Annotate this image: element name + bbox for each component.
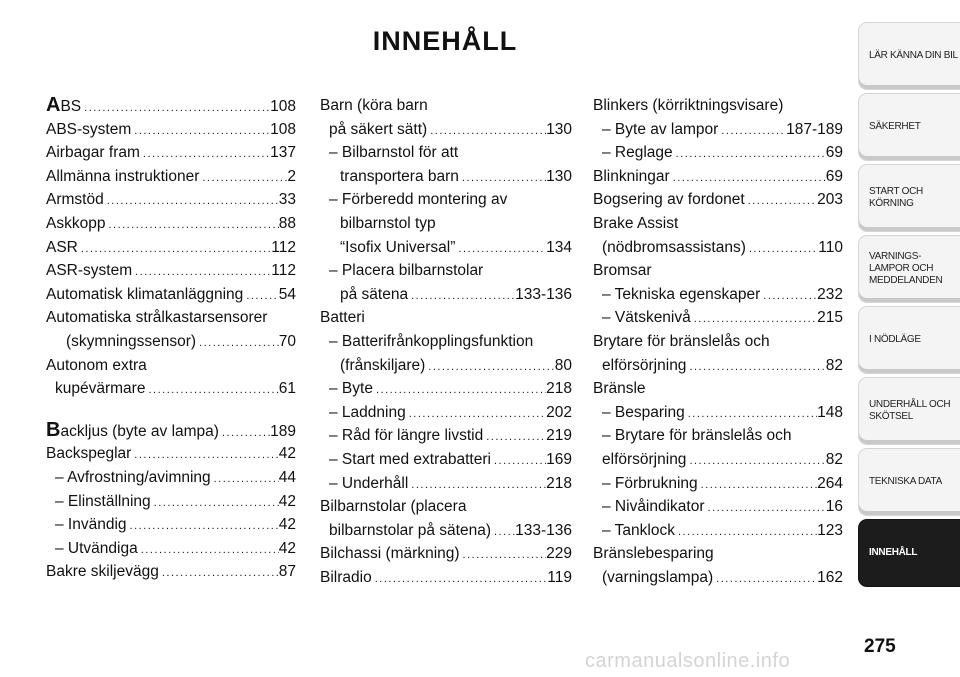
entry-text: – Underhåll xyxy=(329,474,409,492)
index-heading: Brytare för bränslelås och xyxy=(593,332,770,350)
tab-label: I NÖDLÄGE xyxy=(869,334,921,345)
entry-label xyxy=(602,306,691,330)
dot-leader xyxy=(686,356,825,380)
entry-label xyxy=(320,542,460,566)
entry-text: transportera barn xyxy=(340,167,459,185)
entry-page: 134 xyxy=(546,238,572,256)
section-initial: B xyxy=(46,418,61,441)
index-entry xyxy=(46,165,296,189)
index-heading: Bilbarnstolar (placera xyxy=(320,498,467,516)
entry-label xyxy=(602,472,698,496)
entry-page: 87 xyxy=(278,563,296,581)
section-gap xyxy=(46,401,296,419)
entry-page: 108 xyxy=(270,120,296,138)
entry-label xyxy=(340,354,425,378)
index-heading: Blinkers (körriktningsvisare) xyxy=(593,97,784,114)
entry-label xyxy=(329,118,427,142)
entry-text: Automatisk klimatanläggning xyxy=(46,285,244,303)
index-entry xyxy=(46,490,296,514)
entry-page: 162 xyxy=(817,568,843,586)
tab-label: START OCH KÖRNING xyxy=(869,186,923,209)
index-entry xyxy=(320,165,572,189)
index-heading: – Placera bilbarnstolar xyxy=(329,262,484,280)
index-entry xyxy=(320,542,572,566)
entry-text: Armstöd xyxy=(46,191,104,209)
entry-label xyxy=(602,566,713,590)
index-entry xyxy=(46,283,296,307)
tab-underhåll-och-skötsel[interactable] xyxy=(858,377,960,445)
entry-label xyxy=(340,236,455,260)
index-entry xyxy=(46,259,296,283)
dot-leader xyxy=(705,497,826,521)
dot-leader xyxy=(425,356,554,380)
entry-label xyxy=(329,401,406,425)
entry-label xyxy=(602,141,673,165)
index-entry xyxy=(593,236,843,260)
entry-label xyxy=(602,283,760,307)
section-initial: A xyxy=(46,94,61,116)
index-entry xyxy=(593,401,843,425)
index-entry xyxy=(593,519,843,543)
dot-leader xyxy=(131,120,270,144)
entry-text: på sätena xyxy=(340,285,409,303)
index-entry xyxy=(320,448,572,472)
index-entry xyxy=(593,283,843,307)
entry-text: Askkopp xyxy=(46,214,106,232)
entry-page: 169 xyxy=(546,450,572,468)
entry-text: – Invändig xyxy=(55,516,127,534)
entry-text: – Förbrukning xyxy=(602,474,698,492)
entry-text: elförsörjning xyxy=(602,450,687,468)
dot-leader xyxy=(491,450,546,474)
entry-text: (skymningssensor) xyxy=(66,332,197,350)
index-entry xyxy=(46,377,296,401)
entry-label xyxy=(602,495,705,519)
entry-page: 130 xyxy=(546,120,572,138)
entry-page: 189 xyxy=(270,422,296,440)
entry-label xyxy=(602,236,746,260)
entry-text: Bilchassi (märkning) xyxy=(320,545,460,563)
index-column-3 xyxy=(593,94,843,589)
dot-leader xyxy=(127,515,279,539)
entry-text: – Tekniska egenskaper xyxy=(602,285,761,303)
index-column-1 xyxy=(46,94,296,584)
entry-page: 69 xyxy=(825,144,843,162)
index-heading: – Batterifrånkopplingsfunktion xyxy=(329,332,534,350)
dot-leader xyxy=(760,285,817,309)
index-heading: Barn (köra barn xyxy=(320,97,428,114)
dot-leader xyxy=(243,285,278,309)
entry-page: 133-136 xyxy=(515,285,572,303)
entry-text: elförsörjning xyxy=(602,356,687,374)
index-heading: – Förberedd montering av xyxy=(329,191,508,209)
tab-start-och-körning[interactable] xyxy=(858,164,960,232)
index-entry xyxy=(46,141,296,165)
dot-leader xyxy=(483,426,546,450)
dot-leader xyxy=(78,238,271,262)
entry-page: 42 xyxy=(278,492,296,510)
entry-text: Allmänna instruktioner xyxy=(46,167,200,185)
entry-text: Bilradio xyxy=(320,568,372,586)
entry-page: 133-136 xyxy=(515,521,572,539)
entry-page: 82 xyxy=(825,356,843,374)
entry-text: – Råd för längre livstid xyxy=(329,427,484,445)
dot-leader xyxy=(145,379,278,403)
index-entry xyxy=(593,306,843,330)
entry-text: Blinkningar xyxy=(593,167,670,185)
entry-text: – Laddning xyxy=(329,403,406,421)
tab-varnings-lampor-och-meddelanden[interactable] xyxy=(858,235,960,303)
entry-text: – Byte xyxy=(329,380,373,398)
index-heading: bilbarnstol typ xyxy=(340,214,436,232)
index-entry xyxy=(593,354,843,378)
dot-leader xyxy=(406,403,546,427)
index-entry xyxy=(320,566,572,590)
entry-label xyxy=(329,472,408,496)
tab-label: SÄKERHET xyxy=(869,121,921,132)
index-entry xyxy=(46,442,296,466)
index-entry xyxy=(46,330,296,354)
entry-page: 137 xyxy=(270,144,296,162)
entry-label xyxy=(329,424,483,448)
entry-text: Bakre skiljevägg xyxy=(46,563,159,581)
dot-leader xyxy=(372,568,548,592)
entry-label xyxy=(66,330,196,354)
index-entry xyxy=(320,519,572,543)
section-tabs xyxy=(858,22,960,590)
entry-label xyxy=(593,188,745,212)
index-heading: Bromsar xyxy=(593,262,652,280)
entry-label xyxy=(55,490,151,514)
tab-tekniska-data[interactable] xyxy=(858,448,960,516)
entry-label xyxy=(593,165,670,189)
entry-page: 112 xyxy=(271,238,296,256)
entry-label xyxy=(46,188,104,212)
entry-page: 112 xyxy=(271,262,296,280)
dot-leader xyxy=(427,120,546,144)
tab-label: VARNINGS- LAMPOR OCH MEDDELANDEN xyxy=(869,251,943,286)
entry-page: 108 xyxy=(270,98,296,115)
index-entry xyxy=(593,118,843,142)
index-heading: Brake Assist xyxy=(593,214,679,232)
tab-innehåll[interactable] xyxy=(858,519,960,587)
entry-page: 42 xyxy=(278,445,296,463)
entry-label xyxy=(602,519,675,543)
entry-text: Airbagar fram xyxy=(46,144,140,162)
dot-leader xyxy=(713,568,817,592)
entry-page: 61 xyxy=(278,380,296,398)
entry-label xyxy=(46,236,78,260)
index-entry xyxy=(320,472,572,496)
page-number: 275 xyxy=(864,636,896,657)
entry-text: – Nivåindikator xyxy=(602,498,705,516)
index-entry xyxy=(46,236,296,260)
page-title: INNEHÅLL xyxy=(372,26,518,56)
index-entry xyxy=(320,377,572,401)
entry-page: 202 xyxy=(546,403,572,421)
entry-page: 123 xyxy=(817,521,843,539)
index-entry xyxy=(320,118,572,142)
entry-page: 42 xyxy=(278,539,296,557)
entry-page: 130 xyxy=(546,167,572,185)
dot-leader xyxy=(219,422,270,446)
index-entry xyxy=(320,236,572,260)
index-entry xyxy=(320,283,572,307)
entry-page: 16 xyxy=(825,498,843,516)
entry-label xyxy=(46,141,140,165)
entry-text: – Start med extrabatteri xyxy=(329,450,491,468)
dot-leader xyxy=(373,379,546,403)
entry-page: 42 xyxy=(278,516,296,534)
dot-leader xyxy=(132,261,271,285)
dot-leader xyxy=(408,474,546,498)
entry-page: 229 xyxy=(546,545,572,563)
entry-text: – Reglage xyxy=(602,144,673,162)
entry-text: – Byte av lampor xyxy=(602,120,719,138)
entry-page: 70 xyxy=(278,332,296,350)
entry-page: 110 xyxy=(818,238,843,256)
entry-text: – Besparing xyxy=(602,403,685,421)
entry-page: 264 xyxy=(817,474,843,492)
dot-leader xyxy=(685,403,817,427)
index-heading: Bränslebesparing xyxy=(593,545,714,563)
index-entry xyxy=(320,401,572,425)
tab-label: TEKNISKA DATA xyxy=(869,476,942,487)
entry-label xyxy=(602,448,686,472)
index-entry xyxy=(46,466,296,490)
dot-leader xyxy=(718,120,786,144)
index-entry xyxy=(320,354,572,378)
index-heading: Automatiska strålkastarsensorer xyxy=(46,309,268,327)
dot-leader xyxy=(670,167,826,191)
dot-leader xyxy=(675,521,817,545)
entry-text: – Utvändiga xyxy=(55,539,138,557)
entry-page: 119 xyxy=(547,568,572,586)
dot-leader xyxy=(491,521,515,545)
dot-leader xyxy=(691,308,817,332)
entry-text: – Tanklock xyxy=(602,521,675,539)
entry-text: ABS-system xyxy=(46,120,132,138)
entry-page: 232 xyxy=(817,285,843,303)
entry-label xyxy=(55,377,145,401)
entry-label xyxy=(55,537,138,561)
index-heading: Batteri xyxy=(320,309,365,327)
entry-text: – Vätskenivå xyxy=(602,309,691,327)
dot-leader xyxy=(104,190,279,214)
entry-label xyxy=(46,259,132,283)
index-entry xyxy=(46,537,296,561)
index-entry xyxy=(46,212,296,236)
entry-page: 54 xyxy=(278,285,296,303)
entry-page: 215 xyxy=(817,309,843,327)
index-entry xyxy=(46,560,296,584)
index-entry xyxy=(593,188,843,212)
entry-label xyxy=(46,283,243,307)
entry-text: Backspeglar xyxy=(46,445,132,463)
entry-text: kupévärmare xyxy=(55,380,146,398)
entry-label xyxy=(340,165,459,189)
dot-leader xyxy=(746,238,818,262)
entry-text: ASR xyxy=(46,238,78,256)
tab-label: INNEHÅLL xyxy=(869,547,918,558)
dot-leader xyxy=(686,450,825,474)
entry-page: 44 xyxy=(278,468,296,486)
entry-page: 80 xyxy=(554,356,572,374)
index-entry xyxy=(46,513,296,537)
entry-page: 218 xyxy=(546,474,572,492)
entry-text: – Elinställning xyxy=(55,492,151,510)
dot-leader xyxy=(138,539,279,563)
entry-text: (varningslampa) xyxy=(602,568,714,586)
entry-page: 2 xyxy=(287,167,296,185)
entry-label xyxy=(340,283,408,307)
entry-label xyxy=(55,513,127,537)
entry-label xyxy=(602,401,685,425)
index-heading: Bränsle xyxy=(593,380,646,398)
tab-label: LÄR KÄNNA DIN BIL xyxy=(869,50,958,61)
entry-label xyxy=(602,118,718,142)
index-heading: – Brytare för bränslelås och xyxy=(602,427,792,445)
dot-leader xyxy=(140,143,270,167)
index-column-2 xyxy=(320,94,572,589)
dot-leader xyxy=(408,285,515,309)
dot-leader xyxy=(459,167,546,191)
index-heading: Autonom extra xyxy=(46,356,147,374)
entry-text: bilbarnstolar på sätena) xyxy=(329,521,491,539)
entry-label xyxy=(46,419,219,444)
entry-text: (frånskiljare) xyxy=(340,356,426,374)
entry-text: Bogsering av fordonet xyxy=(593,191,745,209)
entry-text: på säkert sätt) xyxy=(329,120,428,138)
entry-page: 218 xyxy=(546,380,572,398)
index-entry xyxy=(320,424,572,448)
index-entry xyxy=(593,472,843,496)
dot-leader xyxy=(673,143,826,167)
entry-page: 148 xyxy=(817,403,843,421)
dot-leader xyxy=(745,190,817,214)
tab-label: UNDERHÅLL OCH SKÖTSEL xyxy=(869,399,951,422)
dot-leader xyxy=(199,167,287,191)
entry-label xyxy=(320,566,372,590)
dot-leader xyxy=(105,214,278,238)
tab-säkerhet[interactable] xyxy=(858,93,960,161)
entry-text: ASR-system xyxy=(46,262,133,280)
entry-page: 219 xyxy=(546,427,572,445)
entry-page: 33 xyxy=(278,191,296,209)
entry-page: 69 xyxy=(825,167,843,185)
entry-label xyxy=(46,94,81,119)
index-entry xyxy=(46,419,296,443)
index-entry xyxy=(46,94,296,118)
watermark: carmanualsonline.info xyxy=(585,650,791,672)
entry-label xyxy=(329,519,491,543)
entry-label xyxy=(46,165,199,189)
entry-text: “Isofix Universal” xyxy=(340,238,456,256)
entry-text: – Avfrostning/avimning xyxy=(55,468,211,486)
dot-leader xyxy=(196,332,279,356)
entry-page: 82 xyxy=(825,450,843,468)
dot-leader xyxy=(698,474,817,498)
index-entry xyxy=(593,141,843,165)
entry-label xyxy=(46,560,159,584)
dot-leader xyxy=(151,492,279,516)
entry-page: 88 xyxy=(278,214,296,232)
dot-leader xyxy=(159,562,279,586)
index-entry xyxy=(593,495,843,519)
entry-label xyxy=(46,212,105,236)
entry-label xyxy=(46,118,131,142)
entry-label xyxy=(329,377,373,401)
index-entry xyxy=(46,118,296,142)
index-entry xyxy=(593,165,843,189)
index-heading: – Bilbarnstol för att xyxy=(329,144,459,162)
entry-label xyxy=(602,354,686,378)
dot-leader xyxy=(455,238,546,262)
tab-lär-känna-din-bil[interactable] xyxy=(858,22,960,90)
entry-text: BS xyxy=(60,98,82,115)
index-entry xyxy=(46,188,296,212)
entry-text: ackljus (byte av lampa) xyxy=(60,422,219,440)
entry-label xyxy=(329,448,491,472)
entry-label xyxy=(55,466,211,490)
entry-page: 203 xyxy=(817,191,843,209)
entry-label xyxy=(46,442,131,466)
tab-i-nödläge[interactable] xyxy=(858,306,960,374)
index-entry xyxy=(593,566,843,590)
entry-text: (nödbromsassistans) xyxy=(602,238,746,256)
entry-page: 187-189 xyxy=(786,120,843,138)
dot-leader xyxy=(460,544,547,568)
dot-leader xyxy=(211,468,279,492)
dot-leader xyxy=(131,444,278,468)
index-entry xyxy=(593,448,843,472)
